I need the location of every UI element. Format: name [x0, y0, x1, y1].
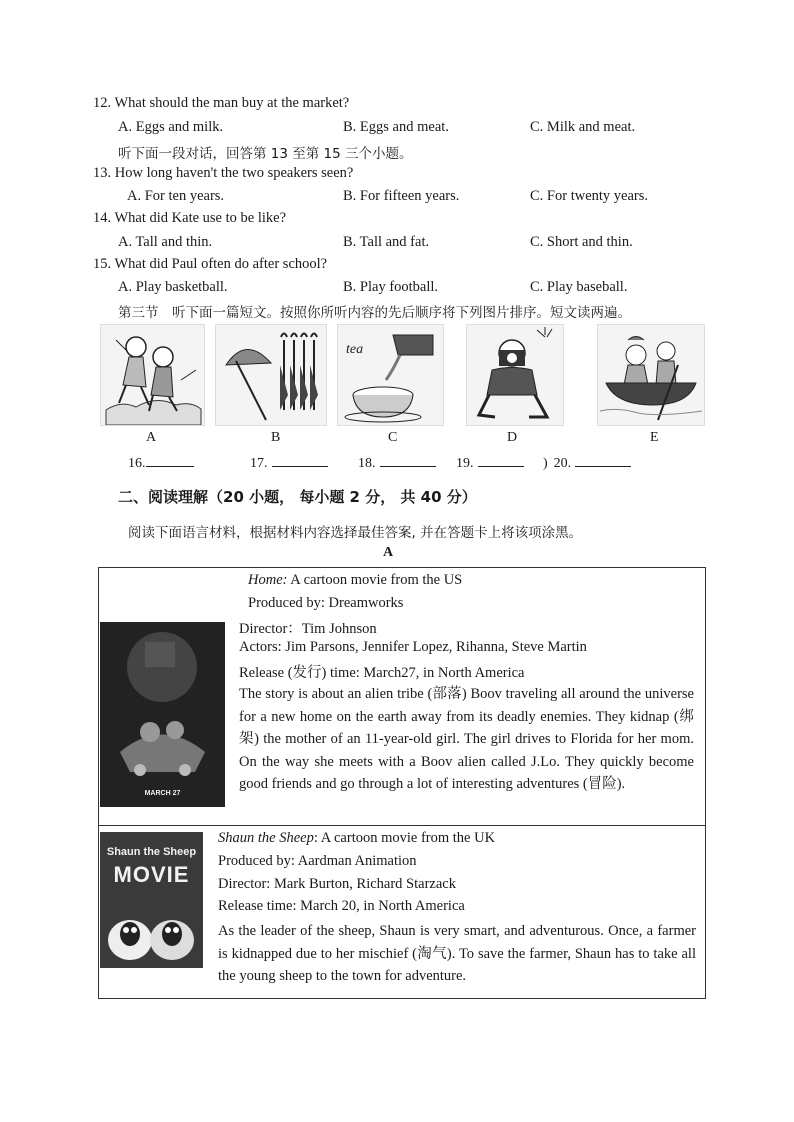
- movie2-director: Director: Mark Burton, Richard Starzack: [218, 876, 456, 892]
- home-movie-poster: [100, 622, 225, 807]
- answer-blank-18[interactable]: [358, 453, 436, 472]
- movie1-director: Director：Tim Johnson: [239, 621, 377, 637]
- blank-18-label: 18.: [358, 456, 376, 471]
- movie2-title-rest: : A cartoon movie from the UK: [313, 830, 496, 846]
- q13-option-c: C. For twenty years.: [530, 188, 648, 204]
- shaun-poster-movie: MOVIE: [113, 862, 190, 887]
- q12-option-b: B. Eggs and meat.: [343, 119, 449, 135]
- home-poster-date: MARCH 27: [144, 790, 181, 797]
- reading-section-title: 二、阅读理解（20 小题， 每小题 2 分， 共 40 分）: [118, 488, 477, 506]
- movie1-title: [248, 572, 462, 589]
- picture-e-label: E: [650, 430, 659, 445]
- movie2-release: Release time: March 20, in North America: [218, 898, 465, 914]
- umbrellas-icon: [216, 325, 326, 425]
- shaun-poster-title: Shaun the Sheep: [106, 846, 197, 858]
- picture-b: [215, 324, 327, 426]
- movie1-story: The story is about an alien tribe (部落) Boov traveling all around the universe for a new home on the earth away from its deadly enemies. They kidnap (绑架) the mother of an 11-year-old girl. The girl drives to Florida for her mom. On the way she meets with a Boov alien called J.Lo. They quickly become good friends and go through a lot of interesting adventures (冒险).: [239, 686, 694, 793]
- movie2-produced: Produced by: Aardman Animation: [218, 853, 417, 869]
- section-3-title: 第三节 听下面一篇短文。按照你所听内容的先后顺序将下列图片排序。短文读两遍。: [118, 305, 631, 321]
- q12-option-a: A. Eggs and milk.: [118, 119, 224, 135]
- q15-option-b: B. Play football.: [343, 279, 439, 295]
- movie1-release: Release (发行) time: March27, in North America: [239, 665, 525, 681]
- q13-option-a: A. For ten years.: [127, 188, 225, 204]
- box-divider: [98, 825, 705, 826]
- movie2-title-italic: Shaun the Sheep: [218, 830, 314, 846]
- boat-rowing-icon: [598, 325, 704, 425]
- picture-d: [466, 324, 564, 426]
- movie1-title-italic: Home:: [248, 572, 288, 588]
- tea-pour-icon: [338, 325, 443, 425]
- photographer-icon: [467, 325, 563, 425]
- answer-blank-16[interactable]: [128, 453, 194, 472]
- alien-car-poster-image: [100, 622, 225, 807]
- q15-option-c: C. Play baseball.: [530, 279, 628, 295]
- answer-blank-17[interactable]: [250, 453, 328, 472]
- question-12-stem: 12. What should the man buy at the market?: [93, 95, 350, 111]
- answer-blank-20[interactable]: ) 20.: [543, 453, 631, 472]
- movie1-produced: Produced by: Dreamworks: [248, 595, 404, 611]
- picture-c-label: C: [388, 430, 398, 445]
- picture-a-label: A: [146, 430, 157, 445]
- picture-e: [597, 324, 705, 426]
- blank-17-label: 17.: [250, 456, 268, 471]
- q13-option-b: B. For fifteen years.: [343, 188, 460, 204]
- svg-text:tea: tea: [346, 342, 364, 357]
- movie1-actors: Actors: Jim Parsons, Jennifer Lopez, Rihanna, Steve Martin: [239, 639, 587, 655]
- movie2-title: [218, 830, 495, 847]
- movie1-title-rest: A cartoon movie from the US: [287, 572, 463, 588]
- q12-option-c: C. Milk and meat.: [530, 119, 636, 135]
- q14-option-c: C. Short and thin.: [530, 234, 633, 250]
- question-13-stem: 13. How long haven't the two speakers seen?: [93, 165, 354, 181]
- shaun-movie-poster: [100, 832, 203, 968]
- q14-option-a: A. Tall and thin.: [118, 234, 213, 250]
- instruction-13-15: 听下面一段对话，回答第 13 至第 15 三个小题。: [118, 146, 413, 162]
- picture-b-label: B: [271, 430, 281, 445]
- question-15-stem: 15. What did Paul often do after school?: [93, 256, 328, 272]
- blank-20-label: 20.: [553, 456, 572, 471]
- children-snow-icon: [101, 325, 204, 425]
- picture-a: [100, 324, 205, 426]
- q14-option-b: B. Tall and fat.: [343, 234, 430, 250]
- blank-19-label: 19.: [456, 456, 474, 471]
- picture-d-label: D: [507, 430, 518, 445]
- question-14-stem: 14. What did Kate use to be like?: [93, 210, 287, 226]
- reading-instruction: 阅读下面语言材料，根据材料内容选择最佳答案, 并在答题卡上将该项涂黑。: [128, 525, 583, 541]
- picture-c: [337, 324, 444, 426]
- q15-option-a: A. Play basketball.: [118, 279, 228, 295]
- answer-blank-19[interactable]: [456, 453, 524, 472]
- blank-16-label: 16.: [128, 456, 146, 471]
- part-label: A: [383, 545, 394, 560]
- movie2-story: As the leader of the sheep, Shaun is very smart, and adventurous. Once, a farmer is kidnapped due to her mischief (淘气). To save the farmer, Shaun has to take all the young sheep to the town for adventure.: [218, 923, 696, 985]
